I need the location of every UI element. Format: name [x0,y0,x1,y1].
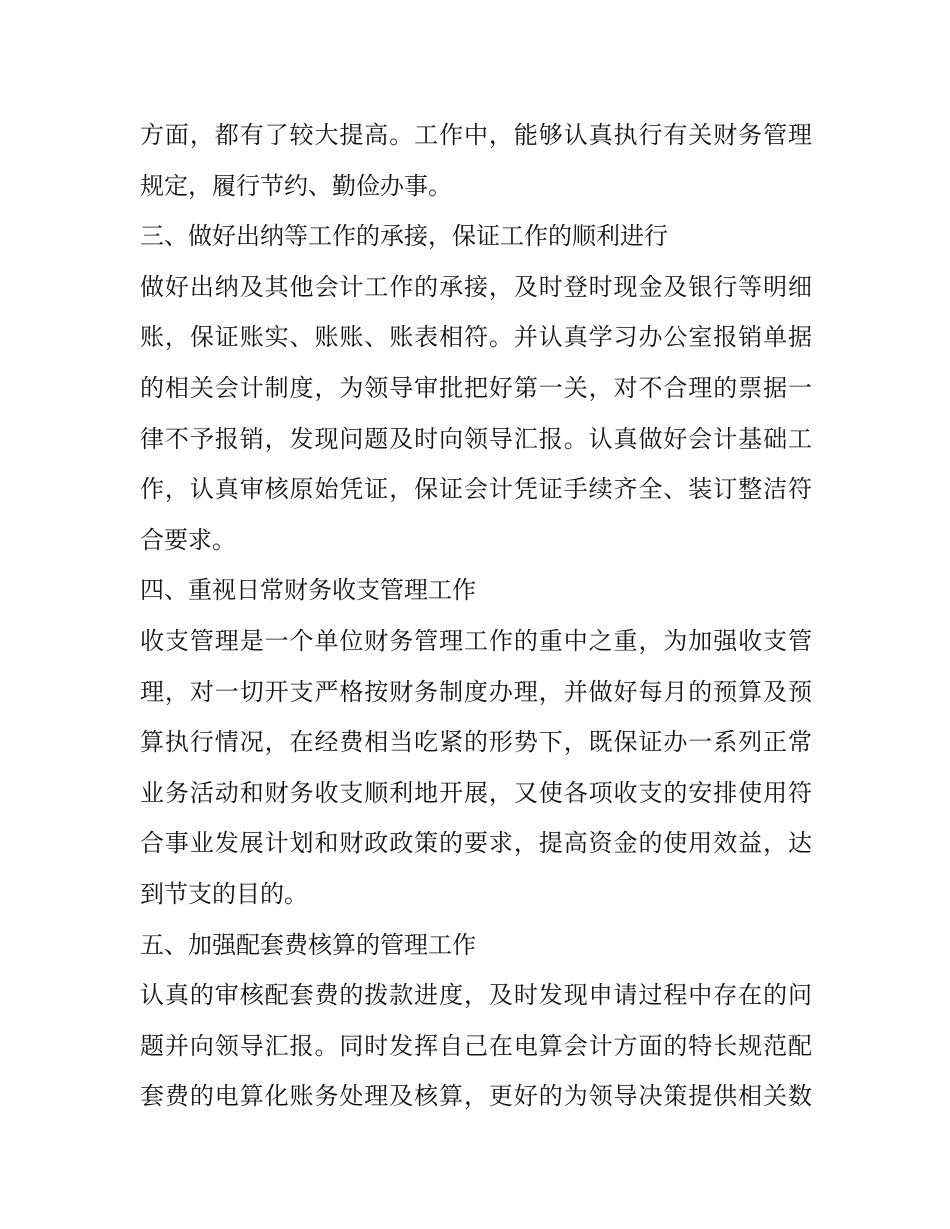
paragraph-line: 的相关会计制度，为领导审批把好第一关，对不合理的票据一 [140,373,812,402]
paragraph-line: 合要求。 [140,525,236,554]
paragraph-line: 规定，履行节约、勤俭办事。 [140,171,452,200]
paragraph-line: 算执行情况，在经费相当吃紧的形势下，既保证办一系列正常 [140,728,812,757]
paragraph-line: 做好出纳及其他会计工作的承接，及时登时现金及银行等明细 [140,272,812,301]
paragraph-line: 题并向领导汇报。同时发挥自己在电算会计方面的特长规范配 [140,1031,812,1060]
document-body [140,110,812,1122]
paragraph-line: 认真的审核配套费的拨款进度，及时发现申请过程中存在的问 [140,981,812,1010]
paragraph-line: 账，保证账实、账账、账表相符。并认真学习办公室报销单据 [140,323,812,352]
paragraph-line: 方面，都有了较大提高。工作中，能够认真执行有关财务管理 [140,121,812,149]
paragraph-line: 到节支的目的。 [140,879,308,908]
section-heading-5: 五、加强配套费核算的管理工作 [140,930,476,959]
paragraph-line: 合事业发展计划和财政政策的要求，提高资金的使用效益，达 [140,829,812,858]
paragraph-line: 收支管理是一个单位财务管理工作的重中之重，为加强收支管 [140,626,812,655]
paragraph-line: 套费的电算化账务处理及核算，更好的为领导决策提供相关数 [140,1082,812,1111]
paragraph-line: 业务活动和财务收支顺利地开展，又使各项收支的安排使用符 [140,778,812,807]
section-heading-4: 四、重视日常财务收支管理工作 [140,576,476,605]
paragraph-line: 理，对一切开支严格按财务制度办理，并做好每月的预算及预 [140,677,812,706]
paragraph-line: 律不予报销，发现问题及时向领导汇报。认真做好会计基础工 [140,424,812,453]
paragraph-line: 作，认真审核原始凭证，保证会计凭证手续齐全、装订整洁符 [140,475,812,504]
section-heading-3: 三、做好出纳等工作的承接，保证工作的顺利进行 [140,222,668,251]
